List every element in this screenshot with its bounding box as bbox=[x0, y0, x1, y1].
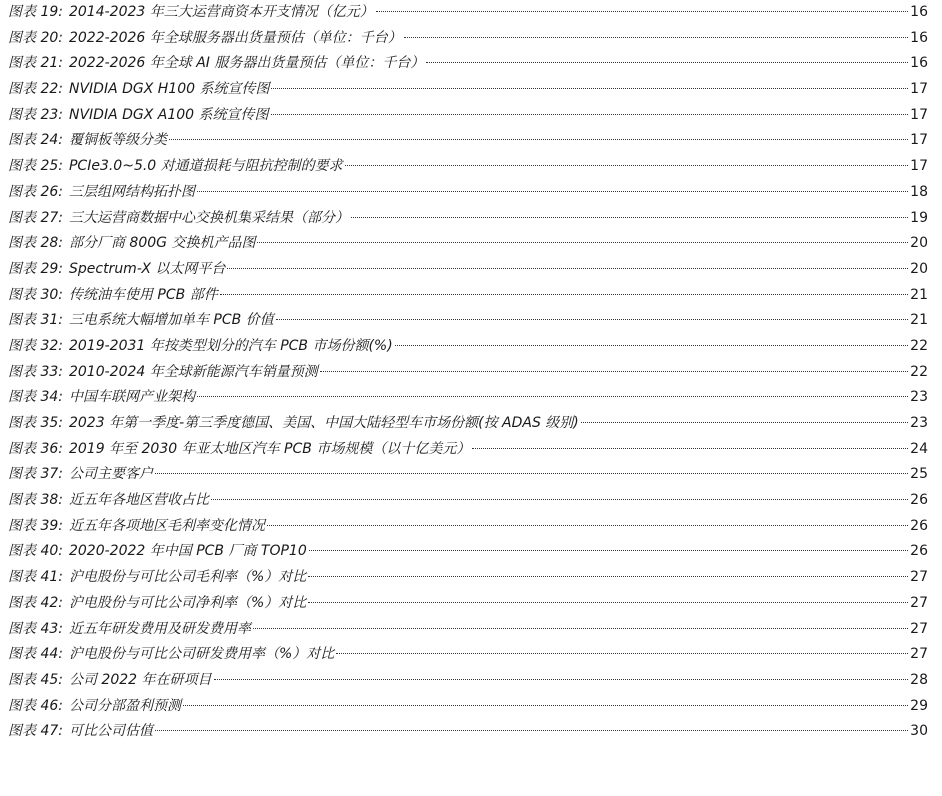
figure-label: 图表 33: bbox=[8, 363, 63, 380]
figure-label: 图表 23: bbox=[8, 106, 63, 123]
dot-leader bbox=[271, 88, 908, 89]
toc-entry[interactable] bbox=[8, 51, 928, 77]
page-number: 17 bbox=[910, 106, 928, 123]
figure-title: 三层组网结构拓扑图 bbox=[68, 183, 195, 200]
figure-label: 图表 30: bbox=[8, 286, 63, 303]
figure-title: 近五年各项地区毛利率变化情况 bbox=[68, 517, 265, 534]
figure-title: 2014-2023 年三大运营商资本开支情况（亿元） bbox=[68, 4, 374, 20]
dot-leader bbox=[309, 550, 908, 551]
figure-title: 2010-2024 年全球新能源汽车销量预测 bbox=[68, 363, 318, 380]
figure-title: 2023 年第一季度-第三季度德国、美国、中国大陆轻型车市场份额(按 ADAS 级别) bbox=[68, 415, 579, 431]
figure-label: 图表 43: bbox=[8, 620, 63, 637]
dot-leader bbox=[308, 602, 908, 603]
toc-entry[interactable] bbox=[8, 488, 928, 514]
dot-leader bbox=[220, 294, 908, 295]
table-of-figures bbox=[8, 0, 928, 745]
dot-leader bbox=[308, 576, 908, 577]
toc-entry[interactable] bbox=[8, 719, 928, 745]
dot-leader bbox=[581, 422, 908, 423]
figure-title: NVIDIA DGX A100 系统宣传图 bbox=[68, 106, 269, 123]
toc-entry[interactable] bbox=[8, 539, 928, 565]
page-number: 26 bbox=[910, 492, 928, 509]
figure-title: 近五年各地区营收占比 bbox=[68, 492, 209, 509]
figure-label: 图表 32: bbox=[8, 337, 63, 354]
dot-leader bbox=[271, 114, 908, 115]
page-number: 27 bbox=[910, 646, 928, 663]
dot-leader bbox=[276, 319, 908, 320]
figure-title: 可比公司估值 bbox=[68, 723, 153, 740]
toc-entry[interactable] bbox=[8, 514, 928, 540]
toc-entry[interactable] bbox=[8, 617, 928, 643]
toc-entry[interactable] bbox=[8, 26, 928, 52]
figure-title: 2022-2026 年全球 AI 服务器出货量预估（单位：千台） bbox=[68, 55, 425, 72]
dot-leader bbox=[404, 37, 908, 38]
dot-leader bbox=[211, 499, 908, 500]
page-number: 26 bbox=[910, 517, 928, 534]
figure-label: 图表 24: bbox=[8, 132, 63, 149]
toc-entry[interactable] bbox=[8, 334, 928, 360]
figure-label: 图表 19: bbox=[8, 4, 63, 20]
toc-entry[interactable] bbox=[8, 103, 928, 129]
toc-entry[interactable] bbox=[8, 411, 928, 437]
figure-title: 三电系统大幅增加单车 PCB 价值 bbox=[68, 312, 274, 329]
figure-title: 2020-2022 年中国 PCB 厂商 TOP10 bbox=[68, 543, 307, 560]
figure-label: 图表 45: bbox=[8, 671, 63, 688]
page-number: 22 bbox=[910, 363, 928, 380]
toc-entry[interactable] bbox=[8, 360, 928, 386]
figure-label: 图表 40: bbox=[8, 543, 63, 560]
figure-label: 图表 39: bbox=[8, 517, 63, 534]
figure-title: 覆铜板等级分类 bbox=[68, 132, 167, 149]
figure-label: 图表 46: bbox=[8, 697, 63, 714]
toc-entry[interactable] bbox=[8, 591, 928, 617]
toc-entry[interactable] bbox=[8, 385, 928, 411]
dot-leader bbox=[376, 11, 908, 12]
figure-label: 图表 25: bbox=[8, 158, 63, 175]
toc-entry[interactable] bbox=[8, 231, 928, 257]
dot-leader bbox=[155, 473, 908, 474]
figure-label: 图表 27: bbox=[8, 209, 63, 226]
figure-title: 沪电股份与可比公司净利率（%）对比 bbox=[68, 594, 307, 611]
page-number: 29 bbox=[910, 697, 928, 714]
figure-title: 2019 年至 2030 年亚太地区汽车 PCB 市场规模（以十亿美元） bbox=[68, 440, 471, 457]
page-number: 16 bbox=[910, 29, 928, 46]
toc-entry[interactable] bbox=[8, 283, 928, 309]
dot-leader bbox=[253, 628, 908, 629]
toc-entry[interactable] bbox=[8, 462, 928, 488]
page-number: 20 bbox=[910, 235, 928, 252]
figure-title: 沪电股份与可比公司研发费用率（%）对比 bbox=[68, 646, 335, 663]
figure-label: 图表 20: bbox=[8, 29, 63, 46]
figure-label: 图表 36: bbox=[8, 440, 63, 457]
figure-label: 图表 35: bbox=[8, 415, 63, 431]
figure-title: 公司主要客户 bbox=[68, 466, 153, 483]
figure-title: 近五年研发费用及研发费用率 bbox=[68, 620, 251, 637]
dot-leader bbox=[227, 268, 908, 269]
figure-title: 公司 2022 年在研项目 bbox=[68, 671, 212, 688]
toc-entry[interactable] bbox=[8, 257, 928, 283]
figure-label: 图表 37: bbox=[8, 466, 63, 483]
toc-entry[interactable] bbox=[8, 206, 928, 232]
page-number: 24 bbox=[910, 440, 928, 457]
figure-title: Spectrum-X 以太网平台 bbox=[68, 260, 226, 277]
dot-leader bbox=[257, 242, 908, 243]
dot-leader bbox=[183, 705, 908, 706]
page-number: 26 bbox=[910, 543, 928, 560]
figure-label: 图表 21: bbox=[8, 55, 63, 72]
page-number: 16 bbox=[910, 4, 928, 20]
dot-leader bbox=[345, 165, 908, 166]
figure-title: 传统油车使用 PCB 部件 bbox=[68, 286, 218, 303]
toc-entry[interactable] bbox=[8, 0, 928, 26]
page-number: 21 bbox=[910, 312, 928, 329]
dot-leader bbox=[197, 191, 908, 192]
figure-title: 2022-2026 年全球服务器出货量预估（单位：千台） bbox=[68, 29, 402, 46]
figure-label: 图表 29: bbox=[8, 260, 63, 277]
dot-leader bbox=[320, 371, 908, 372]
toc-entry[interactable] bbox=[8, 642, 928, 668]
figure-title: 中国车联网产业架构 bbox=[68, 389, 195, 406]
dot-leader bbox=[155, 730, 908, 731]
figure-title: 沪电股份与可比公司毛利率（%）对比 bbox=[68, 569, 307, 586]
page-number: 22 bbox=[910, 337, 928, 354]
dot-leader bbox=[395, 345, 908, 346]
page-number: 17 bbox=[910, 81, 928, 98]
figure-label: 图表 26: bbox=[8, 183, 63, 200]
toc-entry[interactable] bbox=[8, 128, 928, 154]
dot-leader bbox=[426, 62, 908, 63]
toc-entry[interactable] bbox=[8, 694, 928, 720]
figure-title: NVIDIA DGX H100 系统宣传图 bbox=[68, 81, 270, 98]
dot-leader bbox=[336, 653, 908, 654]
dot-leader bbox=[351, 217, 908, 218]
toc-entry[interactable] bbox=[8, 154, 928, 180]
figure-label: 图表 41: bbox=[8, 569, 63, 586]
page-number: 27 bbox=[910, 594, 928, 611]
page-number: 16 bbox=[910, 55, 928, 72]
page-number: 25 bbox=[910, 466, 928, 483]
figure-label: 图表 31: bbox=[8, 312, 63, 329]
figure-label: 图表 44: bbox=[8, 646, 63, 663]
figure-title: PCIe3.0~5.0 对通道损耗与阻抗控制的要求 bbox=[68, 158, 343, 175]
dot-leader bbox=[472, 448, 908, 449]
page-number: 23 bbox=[910, 389, 928, 406]
dot-leader bbox=[214, 679, 908, 680]
toc-entry[interactable] bbox=[8, 565, 928, 591]
toc-entry[interactable] bbox=[8, 308, 928, 334]
toc-entry[interactable] bbox=[8, 77, 928, 103]
figure-title: 公司分部盈利预测 bbox=[68, 697, 181, 714]
page-number: 28 bbox=[910, 671, 928, 688]
page-number: 20 bbox=[910, 260, 928, 277]
figure-label: 图表 47: bbox=[8, 723, 63, 740]
figure-title: 三大运营商数据中心交换机集采结果（部分） bbox=[68, 209, 349, 226]
figure-label: 图表 34: bbox=[8, 389, 63, 406]
dot-leader bbox=[169, 139, 908, 140]
page-number: 27 bbox=[910, 569, 928, 586]
page-number: 23 bbox=[910, 415, 928, 431]
dot-leader bbox=[267, 525, 908, 526]
page-number: 19 bbox=[910, 209, 928, 226]
figure-title: 部分厂商 800G 交换机产品图 bbox=[68, 235, 256, 252]
page-number: 30 bbox=[910, 723, 928, 740]
figure-label: 图表 42: bbox=[8, 594, 63, 611]
figure-title: 2019-2031 年按类型划分的汽车 PCB 市场份额(%) bbox=[68, 337, 393, 354]
page-number: 17 bbox=[910, 158, 928, 175]
page-number: 21 bbox=[910, 286, 928, 303]
figure-label: 图表 22: bbox=[8, 81, 63, 98]
page-number: 17 bbox=[910, 132, 928, 149]
toc-entry[interactable] bbox=[8, 437, 928, 463]
figure-label: 图表 28: bbox=[8, 235, 63, 252]
page-number: 18 bbox=[910, 183, 928, 200]
dot-leader bbox=[197, 396, 908, 397]
figure-label: 图表 38: bbox=[8, 492, 63, 509]
toc-entry[interactable] bbox=[8, 668, 928, 694]
toc-entry[interactable] bbox=[8, 180, 928, 206]
page-number: 27 bbox=[910, 620, 928, 637]
